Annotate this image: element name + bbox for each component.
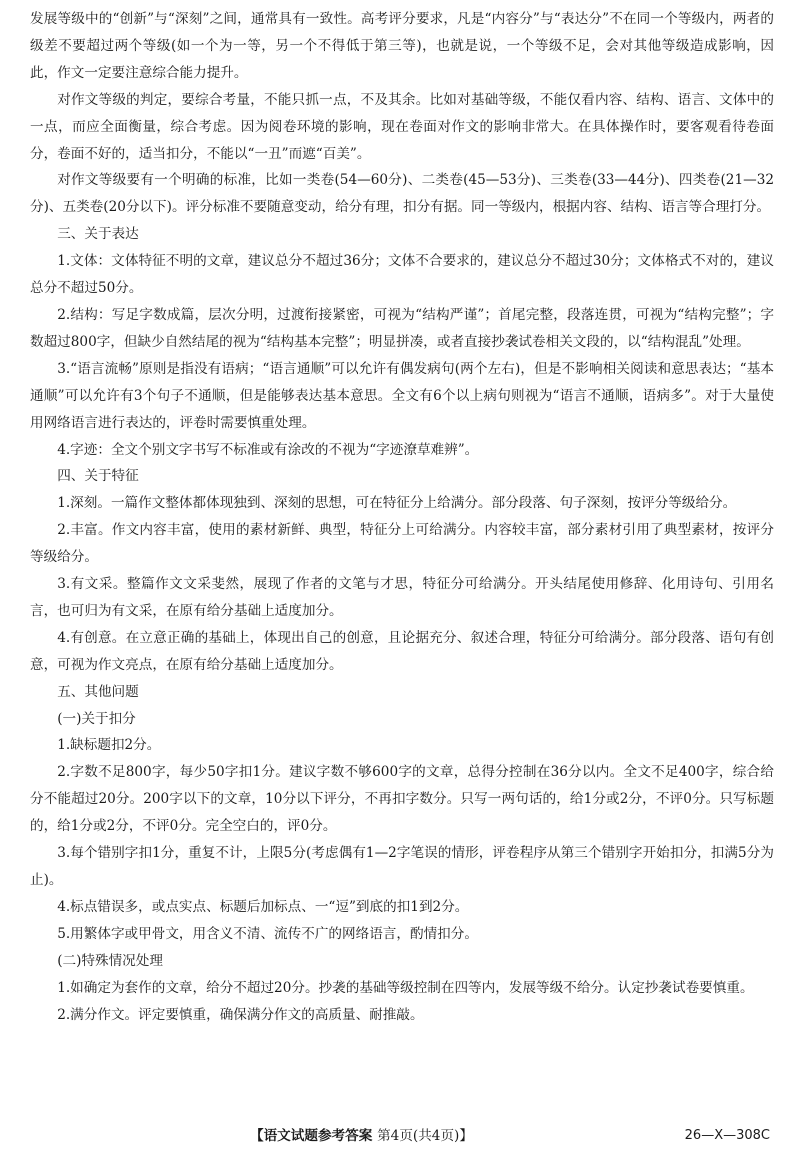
section-heading: 三、关于表达 — [57, 226, 139, 243]
paragraph: 3.有文采。整篇作文文采斐然，展现了作者的文笔与才思，特征分可给满分。开头结尾使用修辞、化用诗句、引用名言，也可归为有文采，在原有给分基础上适度加分。 — [30, 576, 774, 619]
page-footer — [0, 1122, 800, 1150]
section-heading: (一)关于扣分 — [57, 710, 136, 727]
paragraph: 2.字数不足800字，每少50字扣1分。建议字数不够600字的文章，总得分控制在36分以内。全文不足400字，综合给分不能超过20分。200字以下的文章，10分以下评分，不再扣字数分。只写一两句话的，给1分或2分，不评0分。只写标题的，给1分或2分，不评0分。完全空白的，评0分。 — [30, 764, 774, 835]
paragraph: 3.“语言流畅”原则是指没有语病；“语言通顺”可以允许有偶发病句(两个左右)，但是不影响相关阅读和意思表达；“基本通顺”可以允许有3个句子不通顺，但是能够表达基本意思。全文有6个以上病句则视为“语言不通顺，语病多”。对于大量使用网络语言进行表达的，评卷时需要慎重处理。 — [30, 360, 774, 431]
paragraph: 2.丰富。作文内容丰富，使用的素材新鲜、典型，特征分上可给满分。内容较丰富，部分素材引用了典型素材，按评分等级给分。 — [30, 522, 774, 566]
paragraph: 1.文体：文体特征不明的文章，建议总分不超过36分；文体不合要求的，建议总分不超过30分；文体格式不对的，建议总分不超过50分。 — [30, 253, 774, 297]
paragraph: 发展等级中的“创新”与“深刻”之间，通常具有一致性。高考评分要求，凡是“内容分”与“表达分”不在同一个等级内，两者的级差不要超过两个等级(如一个为一等，另一个不得低于第三等)，也就是说，一个等级不足，会对其他等级造成影响，因此，作文一定要注意综合能力提升。 — [30, 11, 774, 81]
paragraph: 2.满分作文。评定要慎重，确保满分作文的高质量、耐推敲。 — [57, 1006, 424, 1023]
paragraph: 对作文等级要有一个明确的标准，比如一类卷(54—60分)、二类卷(45—53分)、三类卷(33—44分)、四类卷(21—32分)、五类卷(20分以下)。评分标准不要随意变动，给分有理，扣分有据。同一等级内，根据内容、结构、语言等合理打分。 — [30, 172, 774, 216]
document-body — [30, 6, 774, 1028]
paragraph: 4.有创意。在立意正确的基础上，体现出自己的创意，且论据充分、叙述合理，特征分可给满分。部分段落、语句有创意，可视为作文亮点，在原有给分基础上适度加分。 — [30, 629, 774, 673]
paragraph: 2.结构：写足字数成篇，层次分明，过渡衔接紧密，可视为“结构严谨”；首尾完整，段落连贯，可视为“结构完整”；字数超过800字，但缺少自然结尾的视为“结构基本完整”；明显拼凑，或者直接抄袭试卷相关文段的，以“结构混乱”处理。 — [30, 306, 774, 350]
section-heading: (二)特殊情况处理 — [57, 952, 163, 969]
paragraph: 3.每个错别字扣1分，重复不计，上限5分(考虑偶有1—2字笔误的情形，评卷程序从第三个错别字开始扣分，扣满5分为止)。 — [30, 845, 774, 888]
paragraph: 1.缺标题扣2分。 — [57, 737, 161, 754]
paragraph: 4.标点错误多，或点实点、标题后加标点、一“逗”到底的扣1到2分。 — [57, 898, 469, 915]
paragraph: 1.深刻。一篇作文整体都体现独到、深刻的思想，可在特征分上给满分。部分段落、句子深刻，按评分等级给分。 — [57, 495, 737, 512]
footer-title — [250, 1122, 473, 1150]
section-heading: 四、关于特征 — [57, 468, 139, 485]
section-heading: 五、其他问题 — [57, 683, 139, 700]
footer-page-number: 第4页(共4页)】 — [377, 1128, 473, 1144]
paragraph: 对作文等级的判定，要综合考量，不能只抓一点，不及其余。比如对基础等级，不能仅看内容、结构、语言、文体中的一点，而应全面衡量，综合考虑。因为阅卷环境的影响，现在卷面对作文的影响非常大。在具体操作时，要客观看待卷面分，卷面不好的，适当扣分，不能以“一丑”而遮“百美”。 — [30, 91, 774, 162]
paragraph: 5.用繁体字或甲骨文，用含义不清、流传不广的网络语言，酌情扣分。 — [57, 925, 478, 942]
paragraph: 1.如确定为套作的文章，给分不超过20分。抄袭的基础等级控制在四等内，发展等级不给分。认定抄袭试卷要慎重。 — [57, 979, 754, 996]
footer-title-text: 【语文试题参考答案 — [250, 1128, 373, 1144]
paragraph: 4.字迹：全文个别文字书写不标准或有涂改的不视为“字迹潦草难辨”。 — [57, 441, 479, 458]
footer-code: 26—X—308C — [684, 1128, 770, 1143]
